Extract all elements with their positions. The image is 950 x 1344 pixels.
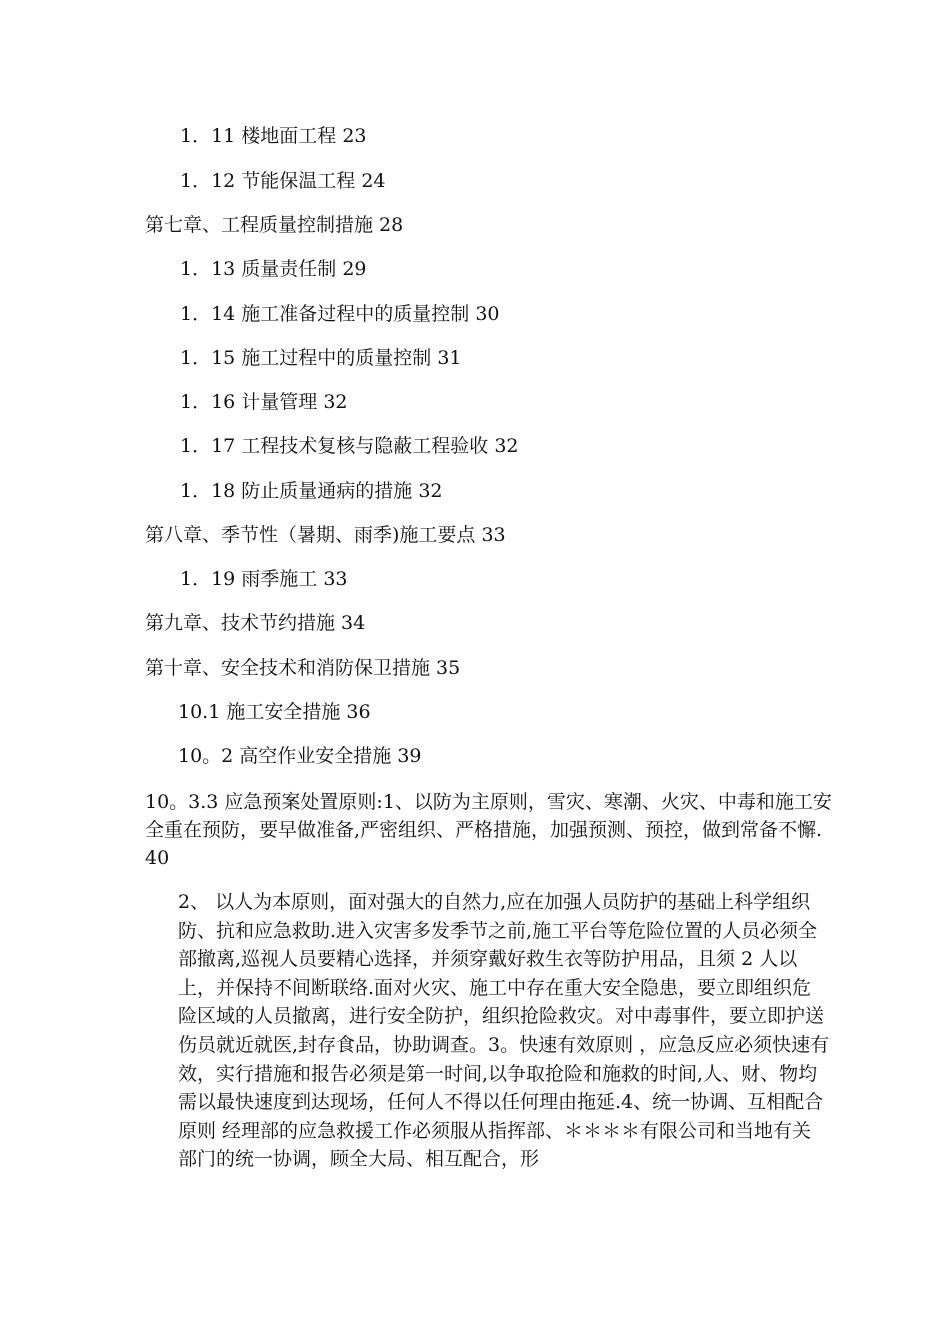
paragraph-people-oriented: 2、 以人为本原则，面对强大的自然力,应在加强人员防护的基础上科学组织防、抗和应急救助.进入灾害多发季节之前,施工平台等危险位置的人员必须全部撤离,巡视人员要精心选择，并须穿戴好救生衣等防护用品，且须 2 人以上，并保持不间断联络.面对火灾、施工中存在重大安全隐患，要立即组织危险区域的人员撤离，进行安全防护，组织抢险救灾。对中毒事件，要立即护送伤员就近就医,封存食品，协助调查。3。快速有效原则 ，应急反应必须快速有效，实行措施和报告必须是第一时间,以争取抢险和施救的时间,人、财、物均需以最快速度到达现场，任何人不得以任何理由拖延.4、统一协调、互相配合原则 经理部的应急救援工作必须服从指挥部、＊＊＊＊有限公司和当地有关部门的统一协调，顾全大局、相互配合，形 [178, 891, 830, 1171]
paragraph-emergency-principles: 10。3.3 应急预案处置原则:1、以防为主原则，雪灾、寒潮、火灾、中毒和施工安全重在预防，要早做准备,严密组织、严格措施，加强预测、预控，做到常备不懈. 40 [145, 791, 832, 869]
toc-chapter-9: 第九章、技术节约措施 34 [145, 612, 366, 634]
toc-entry-1-11: 1．11 楼地面工程 23 [180, 125, 367, 147]
toc-entry-1-13: 1．13 质量责任制 29 [180, 258, 367, 280]
toc-entry-1-15: 1．15 施工过程中的质量控制 31 [180, 347, 462, 369]
toc-entry-1-14: 1．14 施工准备过程中的质量控制 30 [180, 303, 500, 325]
toc-entry-1-18: 1．18 防止质量通病的措施 32 [180, 480, 443, 502]
toc-entry-1-12: 1．12 节能保温工程 24 [180, 170, 386, 192]
toc-entry-10-1: 10.1 施工安全措施 36 [178, 701, 371, 723]
toc-chapter-7: 第七章、工程质量控制措施 28 [145, 214, 404, 236]
toc-entry-1-16: 1．16 计量管理 32 [180, 391, 348, 413]
toc-chapter-10: 第十章、安全技术和消防保卫措施 35 [145, 657, 461, 679]
toc-entry-10-2: 10。2 高空作业安全措施 39 [178, 745, 422, 767]
toc-entry-1-17: 1．17 工程技术复核与隐蔽工程验收 32 [180, 435, 519, 457]
toc-entry-1-19: 1．19 雨季施工 33 [180, 568, 348, 590]
toc-chapter-8: 第八章、季节性（暑期、雨季)施工要点 33 [145, 524, 506, 546]
